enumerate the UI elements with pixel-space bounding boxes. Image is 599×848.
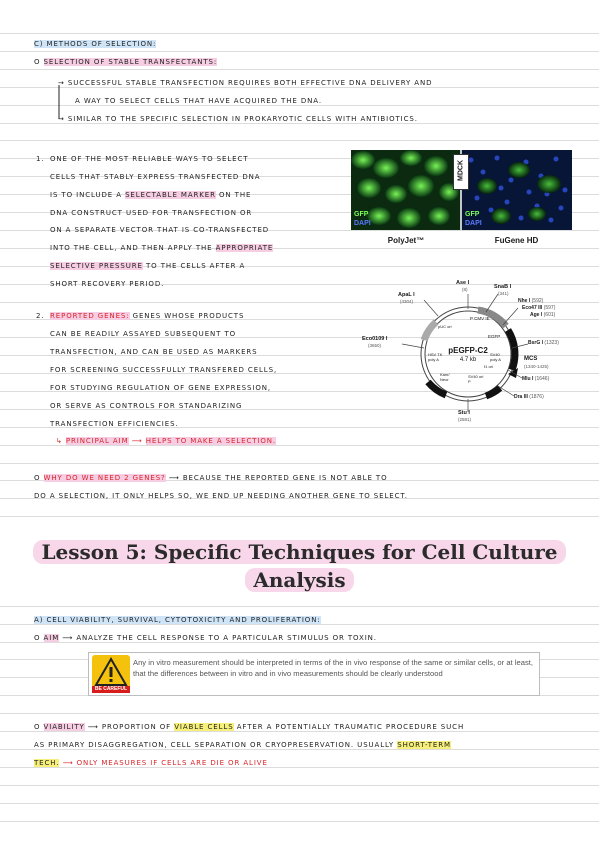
item2-line-3: TRANSFECTION, AND CAN BE USED AS MARKERS <box>50 348 258 356</box>
label-snabi-pos: (341) <box>498 291 509 296</box>
ruled-line <box>0 51 599 52</box>
dapi-label-right: DAPI <box>465 220 482 227</box>
label-drai: Dra III (1876) <box>514 394 544 400</box>
ruled-line <box>0 445 599 446</box>
label-mcs-pos: (1340-1425) <box>524 364 549 369</box>
label-stui: Stu I <box>458 410 470 416</box>
item1-line-4: DNA CONSTRUCT USED FOR TRANSFECTION OR <box>50 209 253 217</box>
label-sv40: SV40 ori P <box>468 374 484 384</box>
label-mcs: MCS <box>524 356 538 362</box>
section-a-title: A) CELL VIABILITY, SURVIVAL, CYTOTOXICITY AND PROLIFERATION: <box>34 616 321 624</box>
ruled-line <box>0 731 599 732</box>
item1-line-1: ONE OF THE MOST RELIABLE WAYS TO SELECT <box>50 155 249 163</box>
label-bsgi: BsrG I (1323) <box>528 340 559 346</box>
item1-line-3: IS TO INCLUDE A SELECTABLE MARKER ON THE <box>50 191 252 199</box>
item1-number: 1. <box>36 155 45 163</box>
item2-line-1: REPORTED GENES: GENES WHOSE PRODUCTS <box>50 312 245 320</box>
item2-line-4: FOR SCREENING SUCCESSFULLY TRANSFERED CELLS, <box>50 366 278 374</box>
ruled-line <box>0 749 599 750</box>
principal-aim-line: ↳ PRINCIPAL AIM ⟶ HELPS TO MAKE A SELECTION. <box>56 437 277 445</box>
label-apali: ApaL I <box>398 292 415 298</box>
caution-box <box>88 652 540 696</box>
viability-line-3: TECH. ⟶ ONLY MEASURES IF CELLS ARE DIE OR ALIVE <box>34 759 268 767</box>
ruled-line <box>0 803 599 804</box>
ruled-line <box>0 463 599 464</box>
item2-line-5: FOR STUDYING REGULATION OF GENE EXPRESSION, <box>50 384 271 392</box>
plasmid-size: 4.7 kb <box>459 357 477 363</box>
ruled-line <box>0 105 599 106</box>
why-line-2: DO A SELECTION, IT ONLY HELPS SO, WE END UP NEEDING ANOTHER GENE TO SELECT. <box>34 492 408 500</box>
item1-line-8: SHORT RECOVERY PERIOD. <box>50 280 165 288</box>
mdck-label-box <box>453 154 469 190</box>
label-asei: Ase I <box>456 280 470 286</box>
ruled-line <box>0 87 599 88</box>
ruled-line <box>0 767 599 768</box>
bracket-line <box>58 85 66 121</box>
item1-line-6: INTO THE CELL, AND THEN APPLY THE APPROPRIATE <box>50 244 274 252</box>
viability-line-2: AS PRIMARY DISAGGREGATION, CELL SEPARATION OR CRYOPRESERVATION. USUALLY SHORT-TERM <box>34 741 451 749</box>
label-agei: Age I (601) <box>530 312 556 318</box>
ruled-line <box>0 123 599 124</box>
gfp-label-right: GFP <box>465 211 480 218</box>
ruled-line <box>0 69 599 70</box>
label-sv40pa: SV40 poly A <box>490 352 501 362</box>
ruled-line <box>0 33 599 34</box>
item2-number: 2. <box>36 312 45 320</box>
label-kan: Kanr/ Neor <box>440 372 450 382</box>
label-eco47: Eco47 III (597) <box>522 305 556 311</box>
lesson-title-line-2: Analysis <box>0 568 599 592</box>
label-mlui: Mlu I (1646) <box>522 376 550 382</box>
item1-line-7: SELECTIVE PRESSURE TO THE CELLS AFTER A <box>50 262 246 270</box>
label-eco0109: Eco0109 I <box>362 336 388 342</box>
label-egfp: EGFP <box>488 334 501 339</box>
ruled-line <box>0 624 599 625</box>
dapi-label-left: DAPI <box>354 220 371 227</box>
label-nhei: Nhe I (592) <box>518 298 544 304</box>
plasmid-map <box>358 278 578 426</box>
label-f1: f1 ori <box>484 364 493 369</box>
item1-line-5: ON A SEPARATE VECTOR THAT IS CO-TRANSFECTED <box>50 226 270 234</box>
ruled-line <box>0 642 599 643</box>
lesson-title-line-1: Lesson 5: Specific Techniques for Cell Culture <box>0 540 599 564</box>
why-line-1: O WHY DO WE NEED 2 GENES? ⟶ BECAUSE THE REPORTED GENE IS NOT ABLE TO <box>34 474 388 482</box>
gfp-label-left: GFP <box>354 211 369 218</box>
section-c-point2: → SIMILAR TO THE SPECIFIC SELECTION IN PROKARYOTIC CELLS WITH ANTIBIOTICS. <box>58 115 418 123</box>
ruled-line <box>0 821 599 822</box>
ruled-line <box>0 785 599 786</box>
label-snabi: SnaB I <box>494 284 512 290</box>
section-c-title: C) METHODS OF SELECTION: <box>34 40 157 48</box>
label-hsv: HSV TK poly A <box>428 352 443 362</box>
viability-line-1: O VIABILITY ⟶ PROPORTION OF VIABLE CELLS AFTER A POTENTIALLY TRAUMATIC PROCEDURE SUCH <box>34 723 465 731</box>
section-c-point1-line2: A WAY TO SELECT CELLS THAT HAVE ACQUIRED THE DNA. <box>75 97 322 105</box>
section-c-point1-line1: → SUCCESSFUL STABLE TRANSFECTION REQUIRES BOTH EFFECTIVE DNA DELIVERY AND <box>58 79 433 87</box>
caution-text: Any in vitro measurement should be interpreted in terms of the in vivo response of the same or similar cells, or at least, that the differences between in vitro and in vivo measurements should be clearly understood <box>133 658 533 678</box>
ruled-line <box>0 606 599 607</box>
label-eco0109-pos: (3650) <box>368 343 382 348</box>
label-stui-pos: (2581) <box>458 417 472 422</box>
caution-label: BE CAREFUL <box>94 686 128 692</box>
label-asei-pos: (8) <box>462 287 468 292</box>
label-apali-pos: (4304) <box>400 299 414 304</box>
mdck-label: MDCK <box>457 160 465 181</box>
item2-line-7: TRANSFECTION EFFICIENCIES. <box>50 420 179 428</box>
section-a-aim: O AIM ⟶ ANALYZE THE CELL RESPONSE TO A PARTICULAR STIMULUS OR TOXIN. <box>34 634 377 642</box>
ruled-line <box>0 140 599 141</box>
caption-fugene: FuGene HD <box>494 236 539 245</box>
gfp-micrograph-image <box>351 150 572 230</box>
section-c-sub-bullet: O SELECTION OF STABLE TRANSFECTANTS: <box>34 58 218 66</box>
caption-polyjet: PolyJet™ <box>387 236 425 245</box>
item1-line-2: CELLS THAT STABLY EXPRESS TRANSFECTED DNA <box>50 173 261 181</box>
item2-line-6: OR SERVE AS CONTROLS FOR STANDARIZING <box>50 402 243 410</box>
label-pcmv: P CMV IE <box>470 316 490 321</box>
ruled-line <box>0 713 599 714</box>
item2-line-2: CAN BE READILY ASSAYED SUBSEQUENT TO <box>50 330 237 338</box>
ruled-line <box>0 516 599 517</box>
label-puc: pUC ori <box>438 324 452 329</box>
plasmid-name: pEGFP-C2 <box>448 346 488 355</box>
